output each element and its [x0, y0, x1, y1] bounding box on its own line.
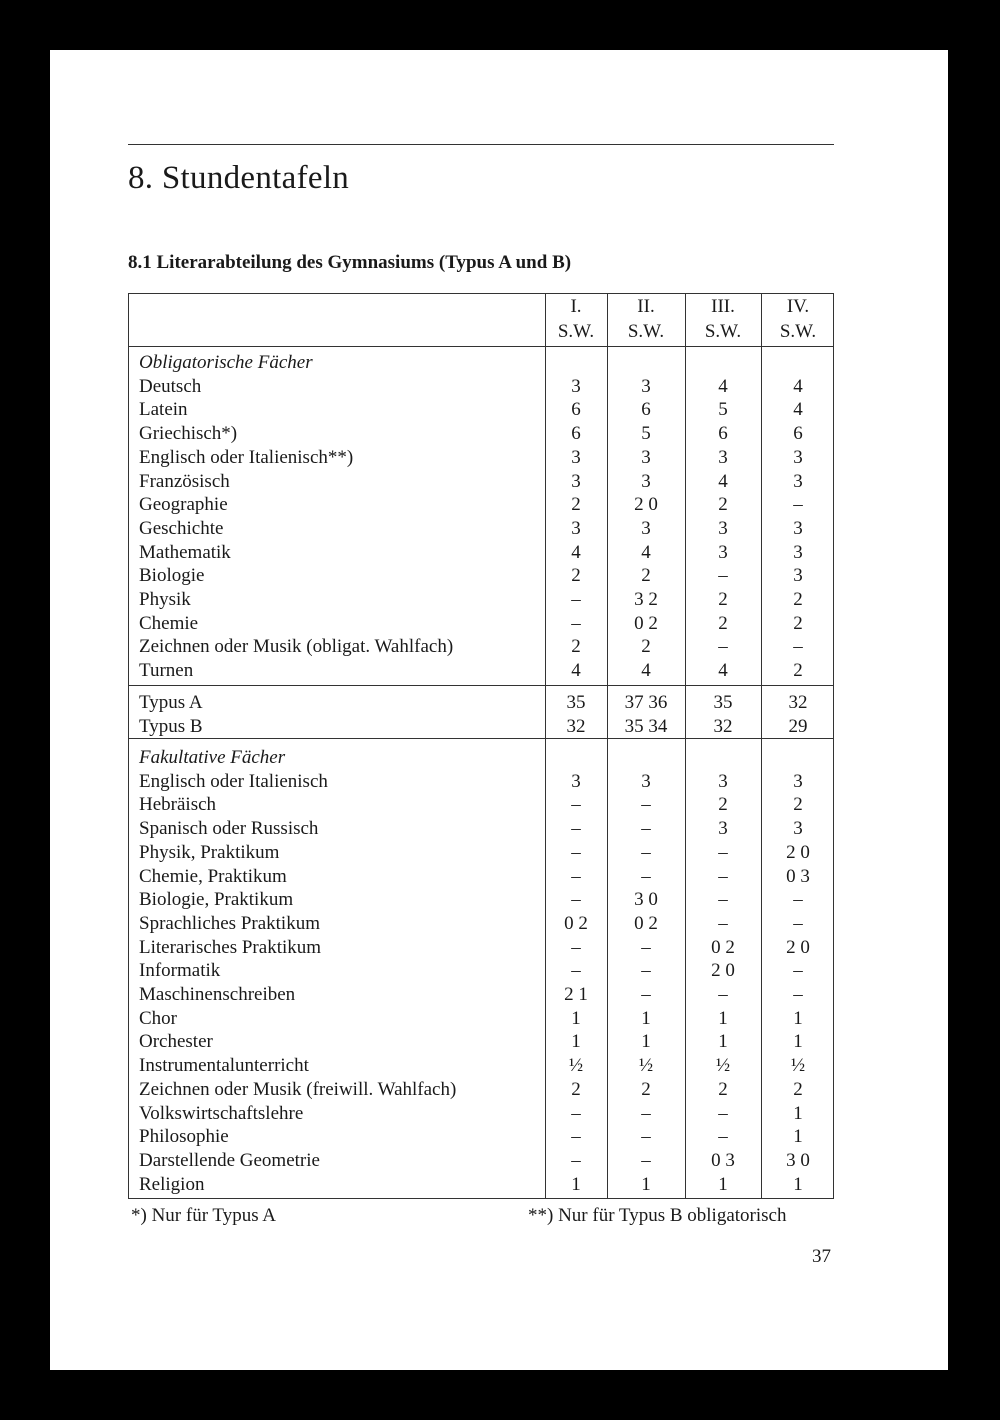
cell-value: 2 0	[634, 494, 658, 516]
table-row	[129, 770, 833, 794]
cell-value: 29	[788, 715, 808, 737]
cell-value: 2 0	[711, 960, 735, 982]
section-title: 8.1 Literarabteilung des Gymnasiums (Typus A und B)	[128, 252, 572, 273]
cell-value: –	[718, 841, 728, 863]
table-row	[129, 612, 833, 636]
cell-value: –	[641, 865, 651, 887]
cell-value: –	[718, 636, 728, 658]
cell-value: –	[793, 889, 803, 911]
section-heading: Obligatorische Fächer	[139, 352, 313, 373]
footnote-typus-b: **) Nur für Typus B obligatorisch	[528, 1205, 787, 1226]
cell-value: 4	[718, 375, 728, 397]
cell-value: –	[718, 1102, 728, 1124]
cell-value: 35	[566, 692, 586, 713]
cell-value: 1	[641, 1173, 651, 1195]
column-header-4	[761, 294, 835, 346]
cell-value: –	[718, 865, 728, 887]
row-label: Zeichnen oder Musik (obligat. Wahlfach)	[139, 636, 454, 658]
row-label: Orchester	[139, 1031, 213, 1053]
table-row	[129, 1102, 833, 1126]
row-label: Griechisch*)	[139, 423, 238, 445]
row-label: Latein	[139, 399, 188, 421]
column-header-1	[545, 294, 607, 346]
cell-value: 3	[641, 770, 651, 792]
row-label: Zeichnen oder Musik (freiwill. Wahlfach)	[139, 1078, 457, 1100]
table-row	[129, 635, 833, 659]
table-row	[129, 375, 833, 399]
cell-value: –	[793, 636, 803, 658]
cell-value: 3	[793, 517, 803, 539]
cell-value: 2	[718, 794, 728, 816]
cell-value: –	[571, 589, 581, 610]
row-label: Literarisches Praktikum	[139, 936, 322, 958]
scan-border-right	[948, 0, 1000, 1420]
column-unit: S.W.	[627, 321, 665, 342]
section-heading-row	[129, 351, 833, 375]
row-label: Spanisch oder Russisch	[139, 818, 319, 840]
cell-value: 2	[793, 1078, 803, 1100]
cell-value: 0 2	[564, 912, 588, 934]
cell-value: 6	[571, 399, 581, 421]
cell-value: 6	[718, 423, 728, 445]
row-label: Hebräisch	[139, 794, 217, 816]
column-number: IV.	[786, 296, 810, 317]
cell-value: 3	[793, 818, 803, 840]
chapter-title: 8. Stundentafeln	[128, 160, 350, 196]
cell-value: 2 1	[564, 984, 588, 1005]
cell-value: 1	[571, 1007, 581, 1029]
table-row	[129, 865, 833, 889]
cell-value: 1	[793, 1007, 803, 1029]
column-number: I.	[570, 296, 582, 317]
cell-value: 1	[793, 1031, 803, 1053]
row-label: Darstellende Geometrie	[139, 1149, 320, 1171]
cell-value: 2	[641, 1078, 651, 1100]
table-row	[129, 398, 833, 422]
cell-value: 4	[793, 399, 803, 421]
cell-value: 3	[718, 517, 728, 539]
table-row	[129, 959, 833, 983]
cell-value: 4	[718, 470, 728, 492]
cell-value: 3 2	[634, 589, 658, 610]
cell-value: 6	[793, 423, 803, 445]
cell-value: 6	[641, 399, 651, 421]
cell-value: 0 2	[634, 612, 658, 634]
table-row	[129, 983, 833, 1007]
cell-value: 2	[641, 636, 651, 658]
cell-value: 3 0	[634, 889, 658, 911]
cell-value: 1	[718, 1031, 728, 1053]
scan-border-bottom	[0, 1370, 1000, 1420]
cell-value: 32	[566, 715, 586, 737]
cell-value: –	[793, 984, 803, 1005]
cell-value: 3	[793, 470, 803, 492]
column-unit: S.W.	[779, 321, 817, 342]
cell-value: 1	[718, 1007, 728, 1029]
cell-value: 3	[718, 770, 728, 792]
row-label: Mathematik	[139, 541, 231, 563]
column-number: III.	[711, 296, 735, 317]
cell-value: 3 0	[786, 1149, 810, 1171]
timetable	[128, 293, 834, 1199]
cell-value: 4	[571, 660, 581, 682]
column-unit: S.W.	[704, 321, 742, 342]
row-label: Französisch	[139, 470, 230, 492]
cell-value: –	[571, 794, 581, 816]
table-row	[129, 888, 833, 912]
section-heading-row	[129, 746, 833, 770]
row-label: Englisch oder Italienisch	[139, 770, 328, 792]
row-label: Instrumentalunterricht	[139, 1055, 309, 1077]
table-row	[129, 1149, 833, 1173]
cell-value: –	[571, 612, 581, 634]
cell-value: 3	[571, 470, 581, 492]
cell-value: –	[571, 889, 581, 911]
page-number: 37	[812, 1246, 831, 1267]
cell-value: 0 3	[711, 1149, 735, 1171]
cell-value: ½	[715, 1055, 731, 1077]
cell-value: 3	[571, 446, 581, 468]
cell-value: 1	[793, 1126, 803, 1148]
row-label: Chemie	[139, 612, 199, 634]
cell-value: –	[641, 960, 651, 982]
row-label: Englisch oder Italienisch**)	[139, 446, 354, 468]
row-label: Philosophie	[139, 1126, 229, 1148]
cell-value: 0 2	[634, 912, 658, 934]
cell-value: –	[641, 1126, 651, 1148]
cell-value: 3	[641, 517, 651, 539]
row-label: Typus B	[139, 715, 203, 737]
cell-value: 2 0	[786, 841, 810, 863]
cell-value: 2	[641, 565, 651, 587]
cell-value: 0 2	[711, 936, 735, 958]
cell-value: 2 0	[786, 936, 810, 958]
cell-value: 1	[718, 1173, 728, 1195]
row-label: Typus A	[139, 692, 203, 713]
cell-value: 2	[793, 589, 803, 610]
row-label: Geschichte	[139, 517, 224, 539]
cell-value: 32	[713, 715, 733, 737]
cell-value: –	[718, 1126, 728, 1148]
cell-value: 3	[641, 375, 651, 397]
cell-value: 2	[571, 494, 581, 516]
cell-value: –	[641, 841, 651, 863]
cell-value: –	[571, 841, 581, 863]
row-label: Chemie, Praktikum	[139, 865, 287, 887]
cell-value: –	[641, 794, 651, 816]
row-label: Volkswirtschaftslehre	[139, 1102, 304, 1124]
table-row	[129, 493, 833, 517]
cell-value: –	[793, 494, 803, 516]
cell-value: 4	[641, 660, 651, 682]
cell-value: 2	[718, 589, 728, 610]
cell-value: ½	[638, 1055, 654, 1077]
row-label: Deutsch	[139, 375, 202, 397]
table-row	[129, 1030, 833, 1054]
cell-value: 3	[571, 770, 581, 792]
cell-value: –	[641, 1149, 651, 1171]
cell-value: –	[793, 912, 803, 934]
cell-value: 4	[718, 660, 728, 682]
table-row	[129, 588, 833, 612]
table-row	[129, 691, 833, 715]
table-row	[129, 517, 833, 541]
row-label: Religion	[139, 1173, 205, 1195]
cell-value: 1	[571, 1031, 581, 1053]
cell-value: –	[718, 889, 728, 911]
cell-value: –	[571, 960, 581, 982]
row-label: Informatik	[139, 960, 221, 982]
cell-value: ½	[568, 1055, 584, 1077]
cell-value: 1	[641, 1007, 651, 1029]
section-heading: Fakultative Fächer	[139, 747, 286, 768]
cell-value: 2	[718, 494, 728, 516]
row-label: Sprachliches Praktikum	[139, 912, 320, 934]
row-label: Physik	[139, 589, 191, 610]
cell-value: 4	[793, 375, 803, 397]
table-row	[129, 446, 833, 470]
cell-value: –	[571, 936, 581, 958]
cell-value: 3	[793, 541, 803, 563]
header-divider	[129, 346, 833, 347]
cell-value: 2	[571, 1078, 581, 1100]
cell-value: 37 36	[624, 692, 668, 713]
cell-value: 2	[793, 612, 803, 634]
cell-value: 3	[718, 446, 728, 468]
cell-value: 2	[571, 565, 581, 587]
table-row	[129, 1078, 833, 1102]
table-row	[129, 422, 833, 446]
row-label: Chor	[139, 1007, 177, 1029]
row-label: Biologie	[139, 565, 205, 587]
cell-value: 4	[641, 541, 651, 563]
cell-value: 4	[571, 541, 581, 563]
cell-value: –	[718, 912, 728, 934]
cell-value: 3	[641, 446, 651, 468]
row-label: Turnen	[139, 660, 194, 682]
cell-value: 3	[793, 565, 803, 587]
table-row	[129, 659, 833, 683]
table-row	[129, 470, 833, 494]
table-row	[129, 936, 833, 960]
cell-value: 5	[641, 423, 651, 445]
cell-value: –	[641, 1102, 651, 1124]
table-row	[129, 817, 833, 841]
cell-value: 0 3	[786, 865, 810, 887]
footnote-typus-a: *) Nur für Typus A	[131, 1205, 277, 1226]
cell-value: 2	[793, 660, 803, 682]
column-header-3	[685, 294, 761, 346]
cell-value: 32	[788, 692, 808, 713]
cell-value: –	[793, 960, 803, 982]
cell-value: 6	[571, 423, 581, 445]
column-header-2	[607, 294, 685, 346]
row-label: Biologie, Praktikum	[139, 889, 294, 911]
cell-value: –	[571, 1102, 581, 1124]
table-row	[129, 793, 833, 817]
cell-value: –	[641, 936, 651, 958]
table-row	[129, 912, 833, 936]
cell-value: 1	[641, 1031, 651, 1053]
cell-value: 1	[571, 1173, 581, 1195]
table-row	[129, 1007, 833, 1031]
cell-value: 3	[793, 770, 803, 792]
cell-value: 3	[571, 375, 581, 397]
table-row	[129, 841, 833, 865]
cell-value: 3	[571, 517, 581, 539]
row-label: Geographie	[139, 494, 228, 516]
cell-value: 3	[641, 470, 651, 492]
scan-border-top	[0, 0, 1000, 50]
totals-divider	[129, 685, 833, 686]
cell-value: 2	[718, 1078, 728, 1100]
cell-value: –	[641, 818, 651, 840]
cell-value: 35 34	[624, 715, 668, 737]
cell-value: 3	[793, 446, 803, 468]
cell-value: 35	[713, 692, 733, 713]
table-row	[129, 1054, 833, 1078]
column-unit: S.W.	[557, 321, 595, 342]
cell-value: 1	[793, 1173, 803, 1195]
column-number: II.	[637, 296, 655, 317]
cell-value: 2	[571, 636, 581, 658]
cell-value: –	[571, 1126, 581, 1148]
cell-value: –	[718, 984, 728, 1005]
cell-value: 1	[793, 1102, 803, 1124]
scan-border-left	[0, 0, 50, 1420]
cell-value: –	[718, 565, 728, 587]
row-label: Maschinenschreiben	[139, 984, 296, 1005]
cell-value: ½	[790, 1055, 806, 1077]
table-row	[129, 564, 833, 588]
cell-value: –	[641, 984, 651, 1005]
cell-value: –	[571, 865, 581, 887]
cell-value: 2	[718, 612, 728, 634]
cell-value: 2	[793, 794, 803, 816]
cell-value: –	[571, 818, 581, 840]
cell-value: –	[571, 1149, 581, 1171]
table-row	[129, 1173, 833, 1197]
cell-value: 3	[718, 541, 728, 563]
cell-value: 3	[718, 818, 728, 840]
table-row	[129, 1125, 833, 1149]
cell-value: 5	[718, 399, 728, 421]
header-rule	[128, 144, 834, 145]
table-row	[129, 715, 833, 739]
table-row	[129, 541, 833, 565]
row-label: Physik, Praktikum	[139, 841, 280, 863]
